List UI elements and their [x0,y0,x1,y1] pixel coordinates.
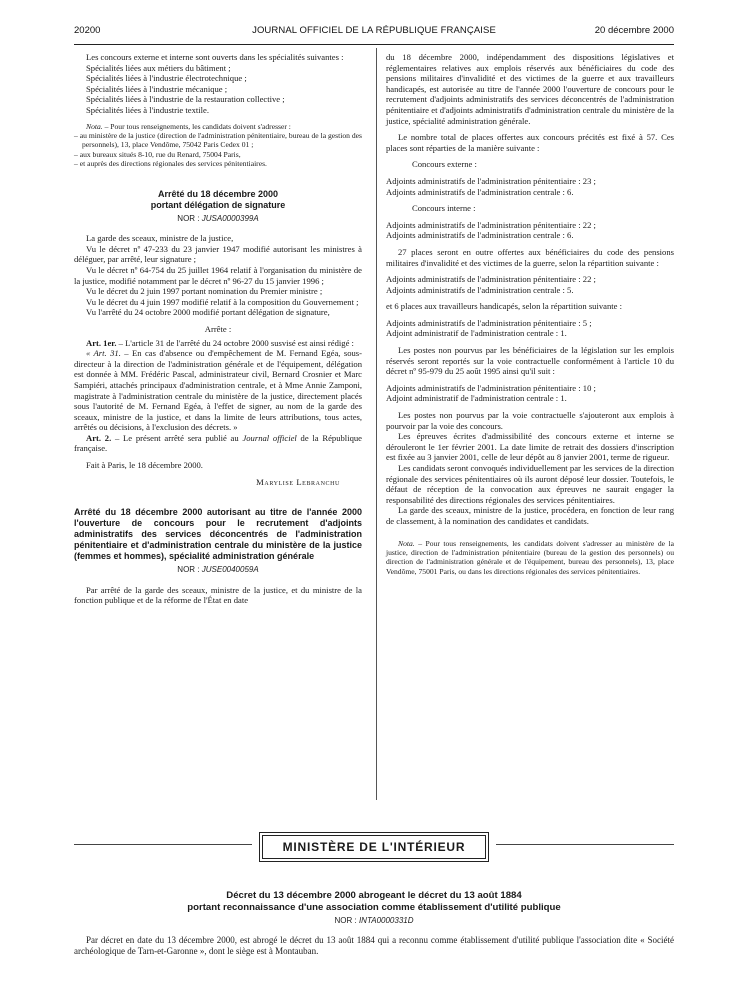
nota-block-right [386,539,674,577]
nota-label: Nota. [86,121,103,131]
article-2 [74,433,362,454]
article-2-text-end: de la République française. [74,432,362,454]
article-1 [74,338,362,349]
continuation-text: du 18 décembre 2000, indépendamment des dispositions législatives et réglementaires relatives aux emplois réservés aux bénéficiaires du code des pensions militaires d'invalidité et des victimes de la guerre et aux travailleurs handicapés, est autorisée au titre de l'année 2000 l'ouverture de concours pour le recrutement d'adjoints administratifs des services déconcentrés de l'administration pénitentiaire et d'adjoints administratifs d'administration centrale du ministère de la justice, spécialité administration générale. [386,52,674,126]
nor-code: JUSA0000399A [201,213,259,223]
specialite-item: Spécialités liées à l'industrie de la restauration collective ; [86,94,285,105]
signature: Marylise Lebranchu [256,476,340,487]
page-header [74,20,674,40]
arrete-word: Arrête : [204,323,232,334]
visa: Vu le décret du 4 juin 1997 modifié relatif à la composition du Gouvernement ; [86,296,359,307]
decret-section [74,890,674,958]
journal-title: JOURNAL OFFICIEL DE LA RÉPUBLIQUE FRANÇAISE [252,25,496,36]
garde-text: La garde des sceaux, ministre de la justice, procédera, en fonction de leur rang de classement, à la nomination des candidates et candidats. [386,505,674,526]
visa: Vu le décret nº 64-754 du 25 juillet 1964 relatif à l'organisation du ministère de la justice, modifié notamment par le décret nº 96-27 du 15 janvier 1996 ; [74,264,362,286]
visa: Vu le décret du 2 juin 1997 portant nomination du Premier ministre ; [86,286,323,297]
article-31-label: « Art. 31. [86,348,121,359]
ministry-rule-left [74,844,252,845]
allocation-item: Adjoints administratifs de l'administration pénitentiaire : 22 ; [386,274,596,285]
ministry-banner [0,832,748,862]
article-1-text: – L'article 31 de l'arrêté du 24 octobre 2000 susvisé est ainsi rédigé : [116,337,354,348]
allocation-item: Adjoints administratifs de l'administration pénitentiaire : 22 ; [386,219,596,230]
allocation-item: Adjoints administratifs de l'administration pénitentiaire : 23 ; [386,175,596,186]
total-places: Le nombre total de places offertes aux concours précités est fixé à 57. Ces places sont réparties de la manière suivante : [386,132,674,153]
specialite-item: Spécialités liées à l'industrie mécanique ; [86,83,228,94]
arrete-title: Arrêté du 18 décembre 2000 autorisant au titre de l'année 2000 l'ouverture de concours pour le recrutement d'adjoints administratifs des services déconcentrés de l'administration pénitentiaire et d'administration centrale du ministère de la justice (femmes et hommes), spécialité administration générale [74,507,362,562]
nota-item: – et auprès des directions régionales des services pénitentiaires. [74,159,267,169]
allocation-item: Adjoints administratifs de l'administration centrale : 5. [386,284,574,295]
allocation-item: Adjoint administratif de l'administration centrale : 1. [386,393,567,404]
nota-text: – Pour tous renseignements, les candidats doivent s'adresser : [102,121,291,131]
pensions-text: 27 places seront en outre offertes aux bénéficiaires du code des pensions militaires d'invalidité et des victimes de la guerre, selon la répartition suivante : [386,246,674,268]
nor-code: JUSE0040059A [201,565,259,575]
epreuves-text: Les épreuves écrites d'admissibilité des concours externe et interne se dérouleront le 1er février 2001. La date limite de retrait des dossiers d'inscription est fixée au 3 janvier 2001, celle de leur dépôt au 8 janvier 2001, terme de rigueur. [386,431,674,463]
decret-body: Par décret en date du 13 décembre 2000, est abrogé le décret du 13 août 1884 qui a reconnu comme établissement d'utilité publique l'association dite « Société archéologique de Tarn-et-Garonne », dont le siège est à Montauban. [74,934,674,957]
article-2-label: Art. 2. [86,432,112,443]
nota-text: – Pour tous renseignements, les candidats doivent s'adresser au ministère de la justice, direction de l'administration pénitentiaire (bureau de la gestion des personnels) ou direction de l'administration générale et de l'équipement, bureau des personnels), 13, place Vendôme, 75001 Paris, ou dans les directions régionales des services pénitentiaires. [386,538,674,576]
issue-date: 20 décembre 2000 [594,25,674,36]
article-31 [74,348,362,433]
nor-line [74,565,362,576]
ministry-name: MINISTÈRE DE L'INTÉRIEUR [262,835,486,859]
nor-line [74,214,362,225]
allocation-item: Adjoints administratifs de l'administration pénitentiaire : 10 ; [386,382,596,393]
visa: La garde des sceaux, ministre de la justice, [86,233,234,244]
journal-officiel-ref: Journal officiel [242,432,297,443]
arrete-delegation [74,189,362,488]
left-column [74,52,362,790]
specialites-intro: Les concours externe et interne sont ouverts dans les spécialités suivantes : [86,52,344,62]
page-number: 20200 [74,25,101,36]
ministry-box [259,832,489,862]
decret-title: Décret du 13 décembre 2000 abrogeant le décret du 13 août 1884 portant reconnaissance d'une association comme établissement d'utilité publique [187,890,561,913]
nota-block [74,122,362,169]
convoques-text: Les candidats seront convoqués individuellement par les services de la direction régionale des services pénitentiaires où ils auront déposé leur dossier. Toutefois, le défaut de réception de la convocation aux épreuves ne saurait engager la responsabilité des directions régionales des services pénitentiaires. [386,463,674,505]
article-2-text: – Le présent arrêté sera publié au [111,432,243,443]
nor-line [74,916,674,927]
ministry-rule-right [496,844,674,845]
allocation-item: Adjoints administratifs de l'administration pénitentiaire : 5 ; [386,317,592,328]
nor-label: NOR : [334,916,359,925]
specialite-item: Spécialités liées à l'industrie électrotechnique ; [86,73,247,84]
arrete-title: Arrêté du 18 décembre 2000 portant délégation de signature [150,188,286,210]
right-column [386,52,674,576]
header-rule [74,44,674,45]
arrete-text: Par arrêté de la garde des sceaux, ministre de la justice, et du ministre de la fonction publique et de la réforme de l'État en date [74,584,362,606]
allocation-item: Adjoints administratifs de l'administration centrale : 6. [386,186,574,197]
arrete-concours [74,507,362,606]
visa: Vu le décret nº 47-233 du 23 janvier 1947 modifié autorisant les ministres à déléguer, par arrêté, leur signature ; [74,243,362,265]
handicapes-text: et 6 places aux travailleurs handicapés, selon la répartition suivante : [386,301,623,312]
allocation-item: Adjoints administratifs de l'administration centrale : 6. [386,230,574,241]
nor-code: INTA0000331D [358,916,414,925]
postes-text: Les postes non pourvus par les bénéficiaires de la législation sur les emplois réservés seront reportés sur la voie contractuelle conformément à l'article 10 du décret nº 95-979 du 25 août 1995 ainsi qu'il suit : [386,345,674,377]
article-31-text: – En cas d'absence ou d'empêchement de M. Fernand Egéa, sous-directeur à la direction de l'administration générale et de l'équipement, délégation est donnée à MM. Frédéric Pascal, administrateur civil, Bernard Crosnier et Marc Sampiéri, attachés principaux d'administration centrale, et à Mme Annie Zamponi, magistrate à l'administration centrale du ministère de la justice, directement placés sous l'autorité de M. Fernand Egéa, à l'effet de signer, au nom de la garde des sceaux, ministre de la justice, et dans la limite de leurs attributions, tous actes, arrêtés ou décisions, à l'exclusion des décrets. » [74,348,362,433]
column-separator [376,48,377,800]
article-1-label: Art. 1er. [86,337,117,348]
nota-label: Nota. [398,538,415,548]
nor-label: NOR : [177,213,202,223]
specialite-item: Spécialités liées à l'industrie textile. [86,104,210,115]
interne-label: Concours interne : [412,203,476,214]
nota-item: – au ministère de la justice (direction de l'administration pénitentiaire, bureau de la gestion des personnels), 13, place Vendôme, 75042 Paris Cedex 01 ; [74,130,362,150]
specialite-item: Spécialités liées aux métiers du bâtiment ; [86,62,231,73]
nota-item: – aux bureaux situés 8-10, rue du Renard, 75004 Paris, [74,149,241,159]
allocation-item: Adjoint administratif de l'administration centrale : 1. [386,328,567,339]
fait-a-paris: Fait à Paris, le 18 décembre 2000. [86,460,203,471]
contract-text: Les postes non pourvus par la voie contractuelle s'ajouteront aux emplois à pourvoir par la voie des concours. [386,410,674,431]
visa: Vu l'arrêté du 24 octobre 2000 modifié portant délégation de signature, [86,307,330,318]
nor-label: NOR : [177,565,202,575]
externe-label: Concours externe : [412,159,477,170]
